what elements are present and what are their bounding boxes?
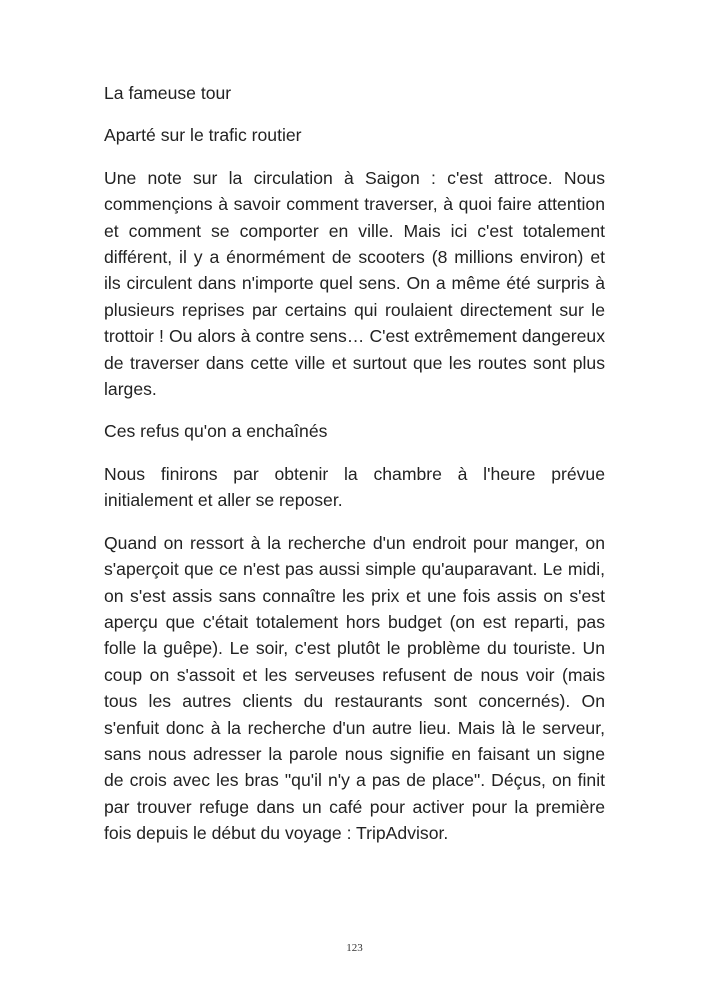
paragraph-circulation: Une note sur la circulation à Saigon : c'est attroce. Nous commençions à savoir comment traverser, à quoi faire attention et comment se comporter en ville. Mais ici c'est totalement différent, il y a énormément de scooters (8 millions environ) et ils circulent dans n'importe quel sens. On a même été surpris à plusieurs reprises par certains qui roulaient directement sur le trottoir ! Ou alors à contre sens… C'est extrêmement dangereux de traverser dans cette ville et surtout que les routes sont plus larges. <box>104 167 605 400</box>
section-heading-trafic-routier: Aparté sur le trafic routier <box>104 125 302 146</box>
paragraph-chambre: Nous finirons par obtenir la chambre à l'heure prévue initialement et aller se reposer. <box>104 463 605 511</box>
paragraph-recherche-restaurant: Quand on ressort à la recherche d'un endroit pour manger, on s'aperçoit que ce n'est pas aussi simple qu'auparavant. Le midi, on s'est assis sans connaître les prix et une fois assis on s'est aperçu que c'était totalement hors budget (on est reparti, pas folle la guêpe). Le soir, c'est plutôt le problème du touriste. Un coup on s'assoit et les serveuses refusent de nous voir (mais tous les autres clients du restaurants sont concernés). On s'enfuit donc à la recherche d'un autre lieu. Mais là le serveur, sans nous adresser la parole nous signifie en faisant un signe de crois avec les bras "qu'il n'y a pas de place". Déçus, on finit par trouver refuge dans un café pour activer pour la première fois depuis le début du voyage : TripAdvisor. <box>104 532 605 844</box>
page-number: 123 <box>346 942 363 954</box>
page-body <box>104 80 605 863</box>
section-heading-refus: Ces refus qu'on a enchaînés <box>104 421 328 442</box>
section-heading-la-fameuse-tour: La fameuse tour <box>104 83 232 103</box>
